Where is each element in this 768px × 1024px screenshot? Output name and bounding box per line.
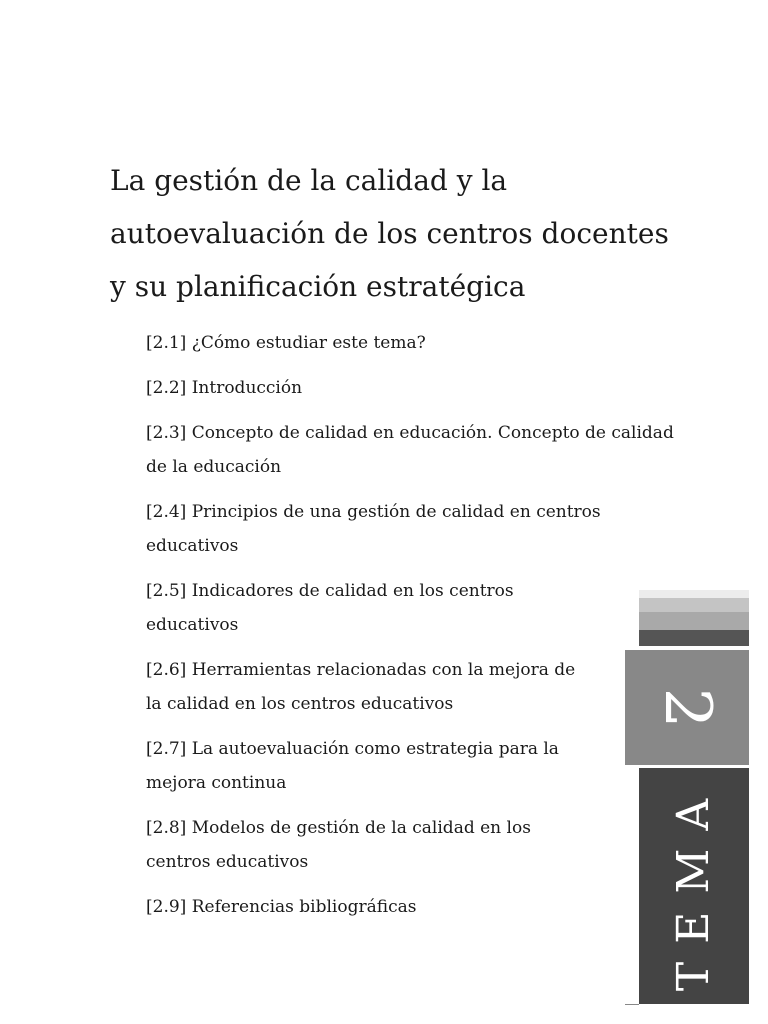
toc-item-line: [2.9] Referencias bibliográficas	[146, 897, 417, 917]
tab-stripe-decoration	[639, 590, 749, 598]
toc-item-2-7[interactable]	[146, 732, 706, 800]
tab-stripe-decoration	[639, 598, 749, 612]
toc-item-line: centros educativos	[146, 852, 309, 872]
table-of-contents	[146, 326, 706, 935]
tab-base-line	[625, 1004, 639, 1005]
toc-item-line: [2.1] ¿Cómo estudiar este tema?	[146, 333, 426, 353]
toc-item-2-5[interactable]	[146, 574, 706, 642]
toc-item-line: [2.8] Modelos de gestión de la calidad en los	[146, 818, 531, 838]
toc-item-line: educativos	[146, 615, 239, 635]
toc-item-2-2[interactable]	[146, 371, 706, 405]
chapter-number-box	[625, 650, 749, 765]
toc-item-line: [2.2] Introducción	[146, 378, 303, 398]
chapter-title	[110, 154, 710, 313]
chapter-word: TEMA	[668, 780, 719, 992]
chapter-title-line: autoevaluación de los centros docentes	[110, 217, 669, 250]
toc-item-2-4[interactable]	[146, 495, 706, 563]
tab-stripe-decoration	[639, 612, 749, 630]
toc-item-line: [2.6] Herramientas relacionadas con la mejora de	[146, 660, 576, 680]
toc-item-2-9[interactable]	[146, 890, 706, 924]
toc-item-line: [2.3] Concepto de calidad en educación. Concepto de calidad	[146, 423, 674, 443]
chapter-title-line: y su planificación estratégica	[110, 270, 526, 303]
toc-item-2-8[interactable]	[146, 811, 706, 879]
toc-item-line: educativos	[146, 536, 239, 556]
tab-stripe-decoration	[639, 630, 749, 646]
toc-item-line: la calidad en los centros educativos	[146, 694, 454, 714]
toc-item-line: [2.4] Principios de una gestión de calidad en centros	[146, 502, 601, 522]
toc-item-2-1[interactable]	[146, 326, 706, 360]
chapter-tab	[625, 590, 750, 1006]
toc-item-line: [2.5] Indicadores de calidad en los centros	[146, 581, 514, 601]
toc-item-2-3[interactable]	[146, 416, 706, 484]
toc-item-line: [2.7] La autoevaluación como estrategia para la	[146, 739, 559, 759]
chapter-word-box	[639, 768, 749, 1004]
toc-item-line: de la educación	[146, 457, 282, 477]
toc-item-line: mejora continua	[146, 773, 287, 793]
chapter-title-line: La gestión de la calidad y la	[110, 164, 508, 197]
chapter-number: 2	[650, 687, 724, 728]
toc-item-2-6[interactable]	[146, 653, 706, 721]
